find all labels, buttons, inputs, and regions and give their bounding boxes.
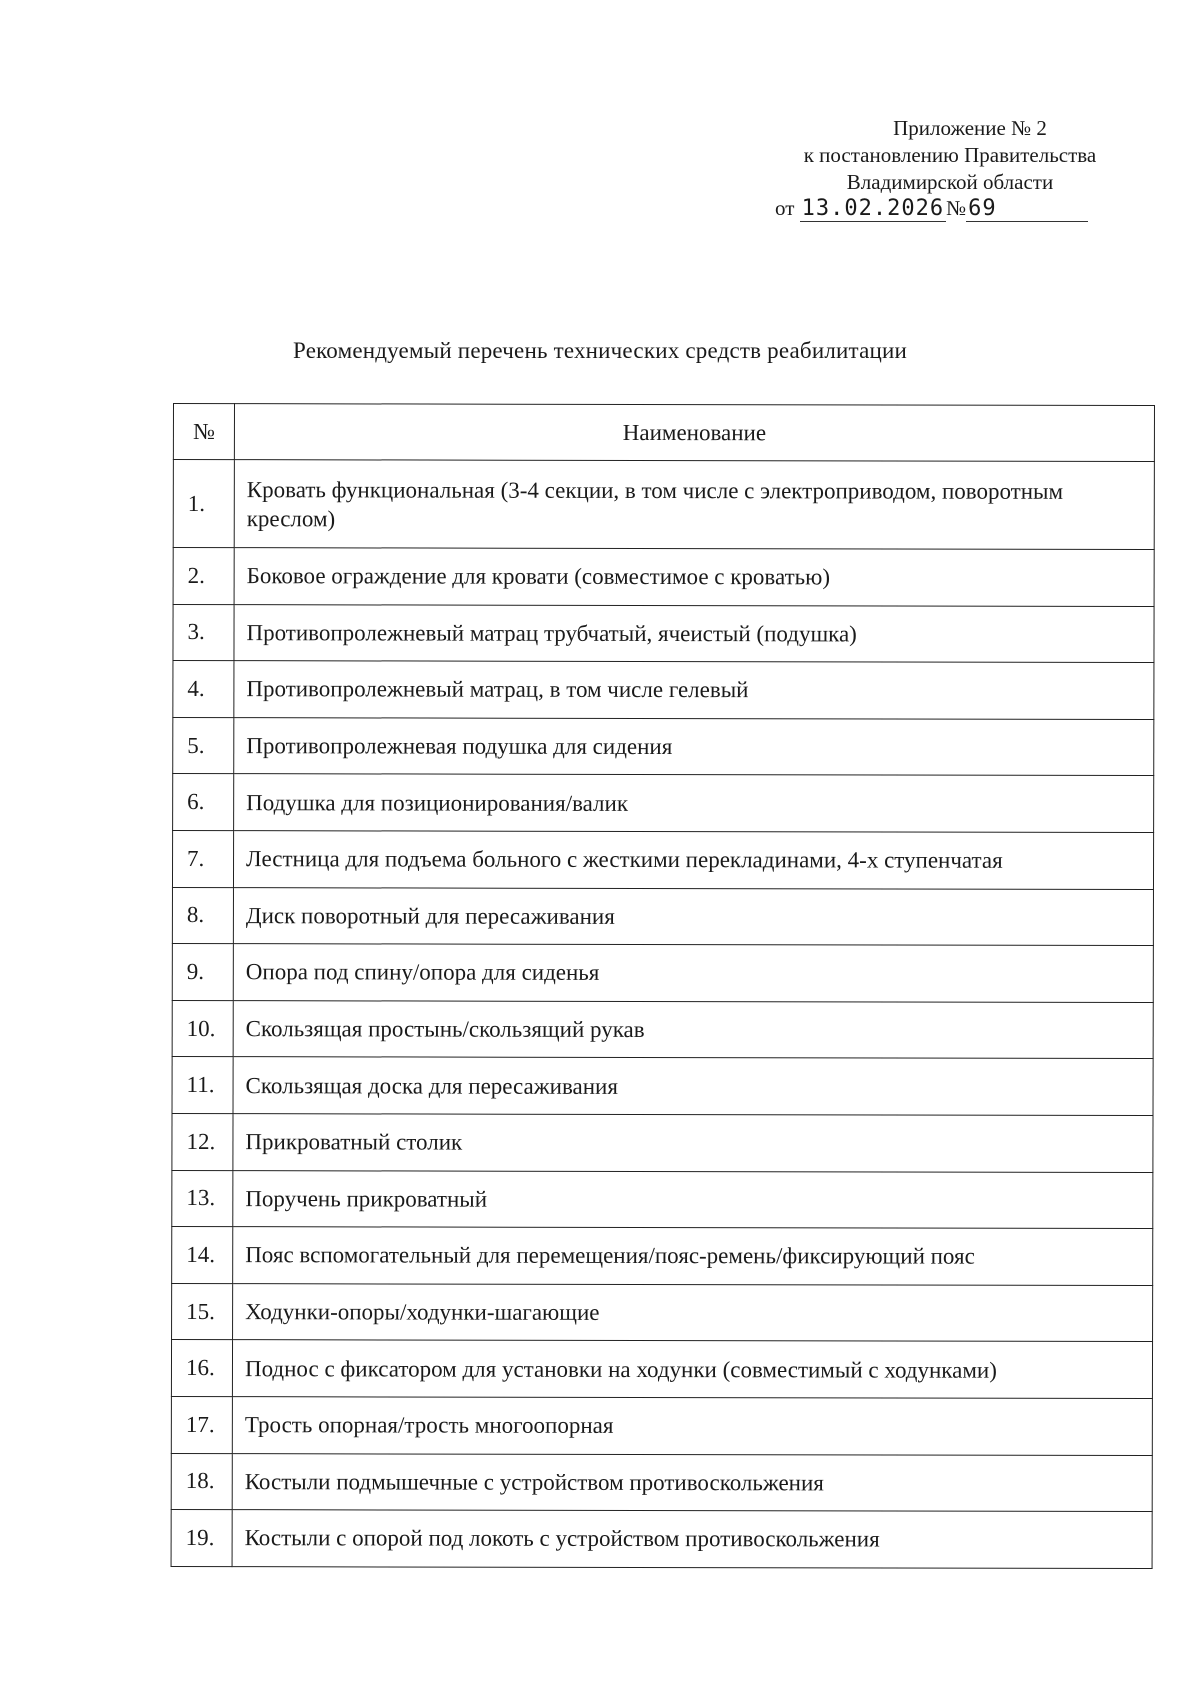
row-number: 5. [173, 717, 234, 774]
table-header-row [173, 404, 1154, 462]
appendix-decree-ref: к постановлению Правительства [803, 143, 1097, 167]
table-row [173, 717, 1154, 776]
rehab-equipment-table [171, 403, 1155, 1569]
table-row [171, 1340, 1152, 1399]
row-number: 15. [172, 1283, 233, 1340]
column-header-name: Наименование [234, 404, 1154, 462]
table-row [171, 1453, 1152, 1512]
row-number: 4. [173, 661, 234, 718]
row-name: Костыли с опорой под локоть с устройством противоскольжения [232, 1510, 1152, 1569]
row-name: Опора под спину/опора для сиденья [233, 944, 1153, 1003]
row-name: Диск поворотный для пересаживания [233, 887, 1153, 946]
row-number: 12. [172, 1113, 233, 1170]
row-number: 14. [172, 1227, 233, 1284]
row-name: Поручень прикроватный [233, 1170, 1153, 1229]
row-number: 13. [172, 1170, 233, 1227]
table-row [173, 460, 1154, 550]
row-number: 10. [172, 1000, 233, 1057]
row-number: 2. [173, 548, 234, 605]
table-row [172, 944, 1153, 1003]
table-row [171, 1510, 1152, 1569]
row-number: 16. [171, 1340, 232, 1397]
row-number: 19. [171, 1510, 232, 1567]
table-row [173, 604, 1154, 663]
row-name: Боковое ограждение для кровати (совместимое с кроватью) [234, 548, 1154, 607]
table-row [173, 661, 1154, 720]
document-title: Рекомендуемый перечень технических средств реабилитации [293, 338, 907, 363]
table-row [172, 1057, 1153, 1116]
table-row [172, 1113, 1153, 1172]
appendix-region: Владимирской области [846, 170, 1054, 194]
decree-date-line [775, 196, 1088, 222]
row-name: Скользящая простынь/скользящий рукав [233, 1000, 1153, 1059]
table-row [173, 548, 1154, 607]
row-name: Пояс вспомогательный для перемещения/пояс-ремень/фиксирующий пояс [233, 1227, 1153, 1286]
decree-date: 13.02.2026 [801, 196, 945, 221]
row-number: 9. [172, 944, 233, 1001]
row-name: Поднос с фиксатором для установки на ходунки (совместимый с ходунками) [232, 1340, 1152, 1399]
row-number: 1. [173, 460, 234, 548]
row-number: 18. [171, 1453, 232, 1510]
row-name: Противопролежневый матрац трубчатый, ячеистый (подушка) [234, 604, 1154, 663]
row-name: Прикроватный столик [233, 1114, 1153, 1173]
row-name: Противопролежневый матрац, в том числе гелевый [234, 661, 1154, 720]
row-name: Противопролежневая подушка для сидения [234, 717, 1154, 776]
row-number: 7. [172, 830, 233, 887]
date-prefix: от [775, 196, 795, 220]
decree-number: 69 [966, 196, 1088, 222]
row-name: Кровать функциональная (3-4 секции, в том числе с электроприводом, поворотным креслом) [234, 460, 1154, 550]
table-row [173, 774, 1154, 833]
row-number: 8. [172, 887, 233, 944]
table-row [172, 1227, 1153, 1286]
row-name: Трость опорная/трость многоопорная [232, 1397, 1152, 1456]
number-prefix: № [946, 196, 967, 220]
table-row [172, 887, 1153, 946]
table-row [172, 1170, 1153, 1229]
column-header-number: № [173, 404, 234, 460]
row-number: 6. [173, 774, 234, 831]
appendix-number: Приложение № 2 [893, 116, 1047, 140]
row-name: Ходунки-опоры/ходунки-шагающие [233, 1283, 1153, 1342]
row-number: 3. [173, 604, 234, 661]
row-number: 17. [171, 1396, 232, 1453]
table-row [172, 1283, 1153, 1342]
row-name: Костыли подмышечные с устройством противоскольжения [232, 1453, 1152, 1512]
row-name: Подушка для позиционирования/валик [234, 774, 1154, 833]
table-row [172, 830, 1153, 889]
table-row [172, 1000, 1153, 1059]
row-name: Скользящая доска для пересаживания [233, 1057, 1153, 1116]
row-name: Лестница для подъема больного с жесткими перекладинами, 4-х ступенчатая [233, 831, 1153, 890]
table-row [171, 1396, 1152, 1455]
row-number: 11. [172, 1057, 233, 1114]
appendix-header [760, 115, 1140, 196]
